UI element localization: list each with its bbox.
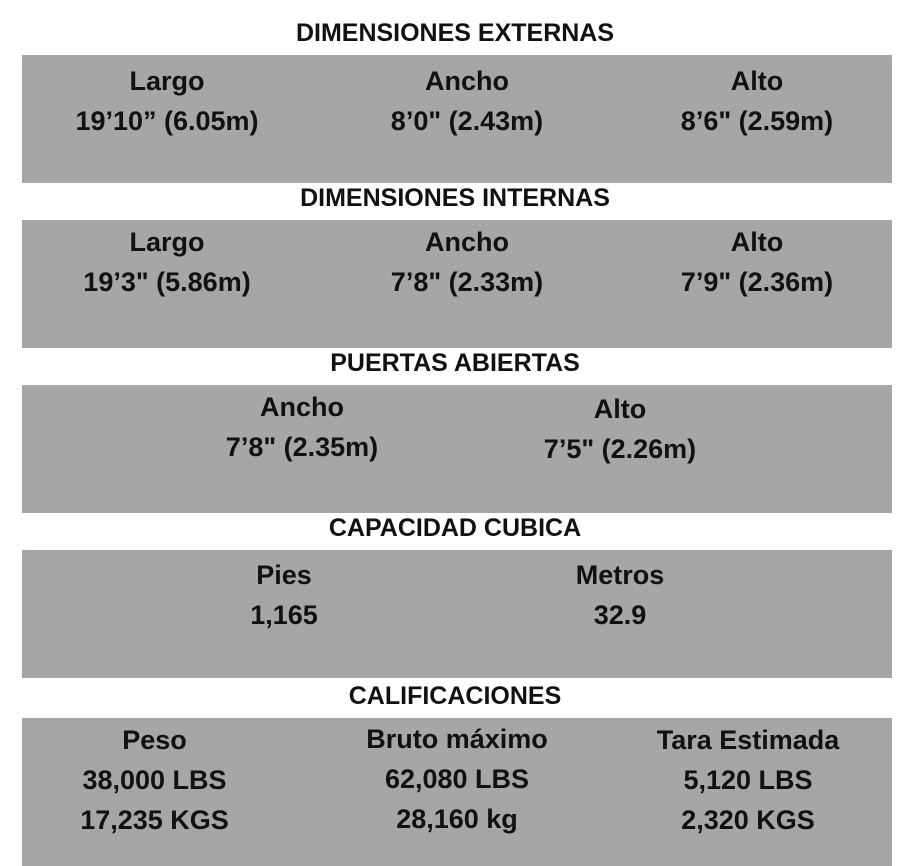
cell-label: Peso	[122, 725, 187, 755]
cell-peso	[22, 720, 287, 840]
cell-value: 19’10” (6.05m)	[75, 106, 259, 136]
cell-value: 17,235 KGS	[80, 805, 229, 835]
cell-value: 28,160 kg	[396, 804, 518, 834]
cell-label: Largo	[129, 227, 205, 257]
cell-alto-puerta	[500, 389, 740, 469]
cell-label: Alto	[593, 394, 647, 424]
cell-label: Metros	[575, 560, 665, 590]
cell-value: 7’9" (2.36m)	[680, 267, 834, 297]
panel-dimensiones-internas	[22, 220, 892, 348]
cell-ancho-puerta	[182, 387, 422, 467]
section-title-puertas-abiertas: PUERTAS ABIERTAS	[330, 349, 580, 377]
cell-value: 19’3" (5.86m)	[83, 267, 251, 297]
cell-value: 8’0" (2.43m)	[390, 106, 544, 136]
cell-label: Pies	[256, 560, 312, 590]
cell-value: 1,165	[250, 600, 318, 630]
cell-value: 5,120 LBS	[683, 765, 813, 795]
section-title-calificaciones: CALIFICACIONES	[348, 682, 562, 710]
cell-label: Ancho	[425, 227, 509, 257]
cell-value: 8’6" (2.59m)	[680, 106, 834, 136]
cell-ancho-externo	[312, 61, 622, 141]
cell-label: Bruto máximo	[366, 724, 548, 754]
section-title-capacidad-cubica: CAPACIDAD CUBICA	[328, 514, 582, 542]
cell-alto-externo	[622, 61, 892, 141]
cell-label: Alto	[730, 227, 784, 257]
cell-label: Tara Estimada	[656, 725, 840, 755]
cell-largo-interno	[22, 222, 312, 302]
panel-dimensiones-externas	[22, 55, 892, 183]
cell-label: Ancho	[260, 392, 344, 422]
cell-bruto-maximo	[322, 719, 592, 839]
cell-metros	[500, 555, 740, 635]
cell-value: 38,000 LBS	[82, 765, 227, 795]
cell-value: 7’8" (2.33m)	[390, 267, 544, 297]
cell-value: 7’8" (2.35m)	[225, 432, 379, 462]
cell-ancho-interno	[312, 222, 622, 302]
cell-label: Alto	[730, 66, 784, 96]
cell-tara-estimada	[622, 720, 874, 840]
cell-alto-interno	[622, 222, 892, 302]
cell-value: 2,320 KGS	[681, 805, 815, 835]
cell-value: 32.9	[593, 600, 647, 630]
section-title-dimensiones-internas: DIMENSIONES INTERNAS	[300, 184, 610, 212]
panel-capacidad-cubica	[22, 550, 892, 678]
cell-label: Largo	[129, 66, 205, 96]
cell-pies	[164, 555, 404, 635]
cell-largo-externo	[22, 61, 312, 141]
panel-puertas-abiertas	[22, 385, 892, 513]
cell-value: 62,080 LBS	[384, 764, 530, 794]
section-title-dimensiones-externas: DIMENSIONES EXTERNAS	[295, 19, 615, 47]
cell-value: 7’5" (2.26m)	[543, 434, 697, 464]
panel-calificaciones	[22, 718, 892, 866]
cell-label: Ancho	[425, 66, 509, 96]
